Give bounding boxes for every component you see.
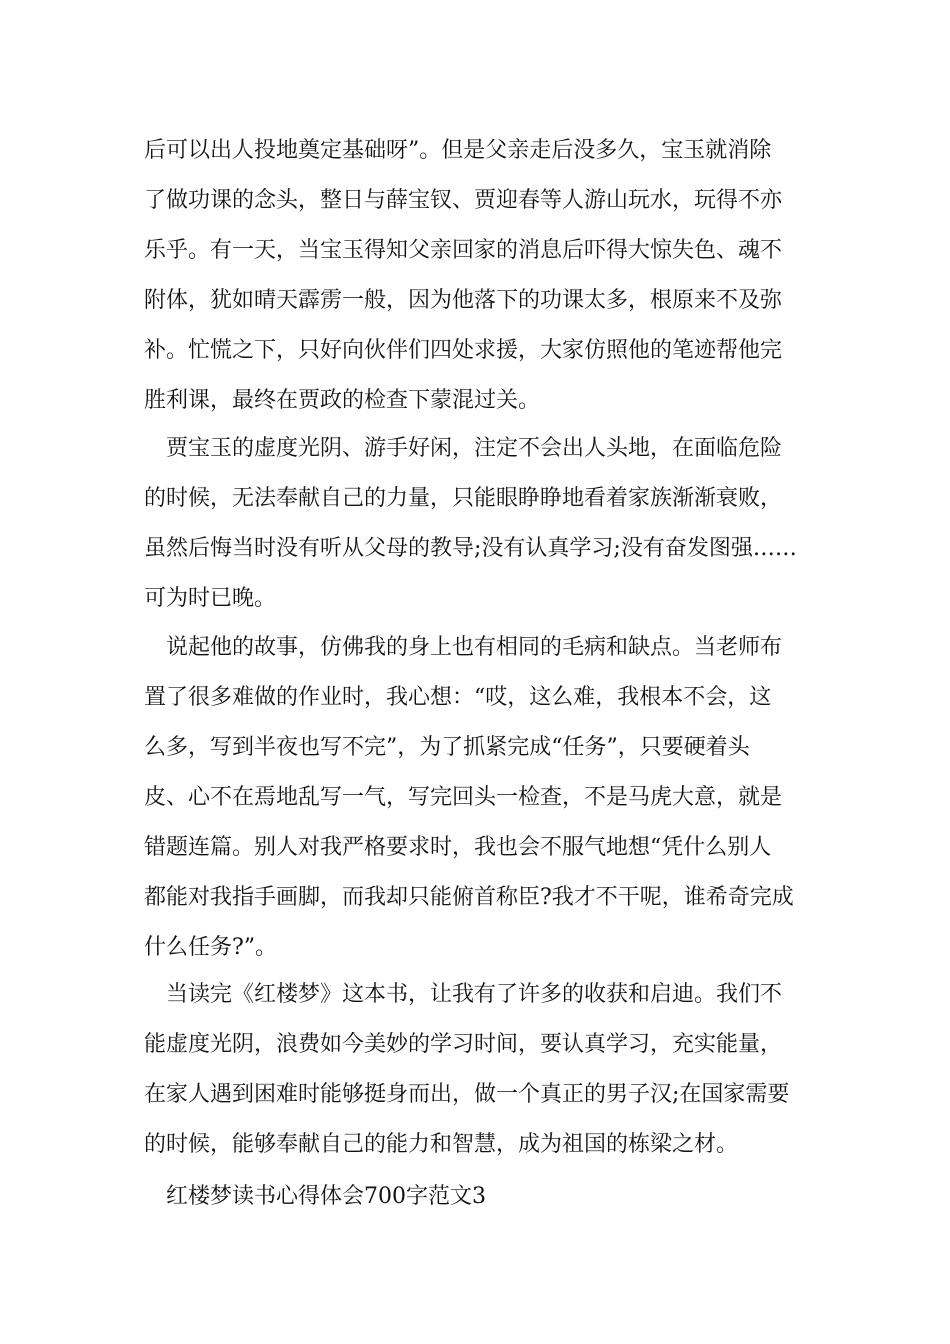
section-heading: 红楼梦读书心得体会700字范文3: [166, 1184, 486, 1209]
text-line: 胜利课，最终在贾政的检查下蒙混过关。: [144, 388, 541, 413]
text-line: 在家人遇到困难时能够挺身而出，做一个真正的男子汉;在国家需要: [144, 1082, 790, 1107]
text-line: 说起他的故事，仿佛我的身上也有相同的毛病和缺点。当老师布: [166, 635, 783, 660]
text-line: 置了很多难做的作业时，我心想：“哎，这么难，我根本不会，这: [144, 685, 772, 710]
text-line: 能虚度光阴，浪费如今美妙的学习时间，要认真学习，充实能量，: [144, 1032, 783, 1057]
text-line: 虽然后悔当时没有听从父母的教导;没有认真学习;没有奋发图强……: [144, 536, 797, 561]
text-line: 贾宝玉的虚度光阴、游手好闲，注定不会出人头地，在面临危险: [166, 436, 783, 461]
text-line: 什么任务?”。: [144, 935, 278, 960]
text-line: 了做功课的念头，整日与薛宝钗、贾迎春等人游山玩水，玩得不亦: [144, 188, 783, 213]
text-line: 的时候，无法奉献自己的力量，只能眼睁睁地看着家族渐渐衰败，: [144, 486, 783, 511]
text-line: 都能对我指手画脚，而我却只能俯首称臣?我才不干呢，谁希奇完成: [144, 885, 794, 910]
paragraph-his-story: [144, 623, 814, 973]
text-line: 错题连篇。别人对我严格要求时，我也会不服气地想“凭什么别人: [144, 835, 772, 860]
text-line: 后可以出人投地奠定基础呀”。但是父亲走后没多久，宝玉就消除: [144, 138, 772, 163]
text-line: 当读完《红楼梦》这本书，让我有了许多的收获和启迪。我们不: [166, 982, 783, 1007]
text-line: 可为时已晚。: [144, 586, 277, 611]
text-line: 么多，写到半夜也写不完”，为了抓紧完成“任务”，只要硬着头: [144, 735, 750, 760]
text-line: 乐乎。有一天，当宝玉得知父亲回家的消息后吓得大惊失色、魂不: [144, 238, 783, 263]
paragraph-conclusion: [144, 970, 814, 1170]
paragraph-continued: [144, 126, 814, 426]
paragraph-jia-baoyu: [144, 424, 814, 624]
text-line: 皮、心不在焉地乱写一气，写完回头一检查，不是马虎大意，就是: [144, 785, 783, 810]
text-line: 附体，犹如晴天霹雳一般，因为他落下的功课太多，根原来不及弥: [144, 288, 783, 313]
text-line: 补。忙慌之下，只好向伙伴们四处求援，大家仿照他的笔迹帮他完: [144, 338, 783, 363]
text-line: 的时候，能够奉献自己的能力和智慧，成为祖国的栋梁之材。: [144, 1132, 739, 1157]
